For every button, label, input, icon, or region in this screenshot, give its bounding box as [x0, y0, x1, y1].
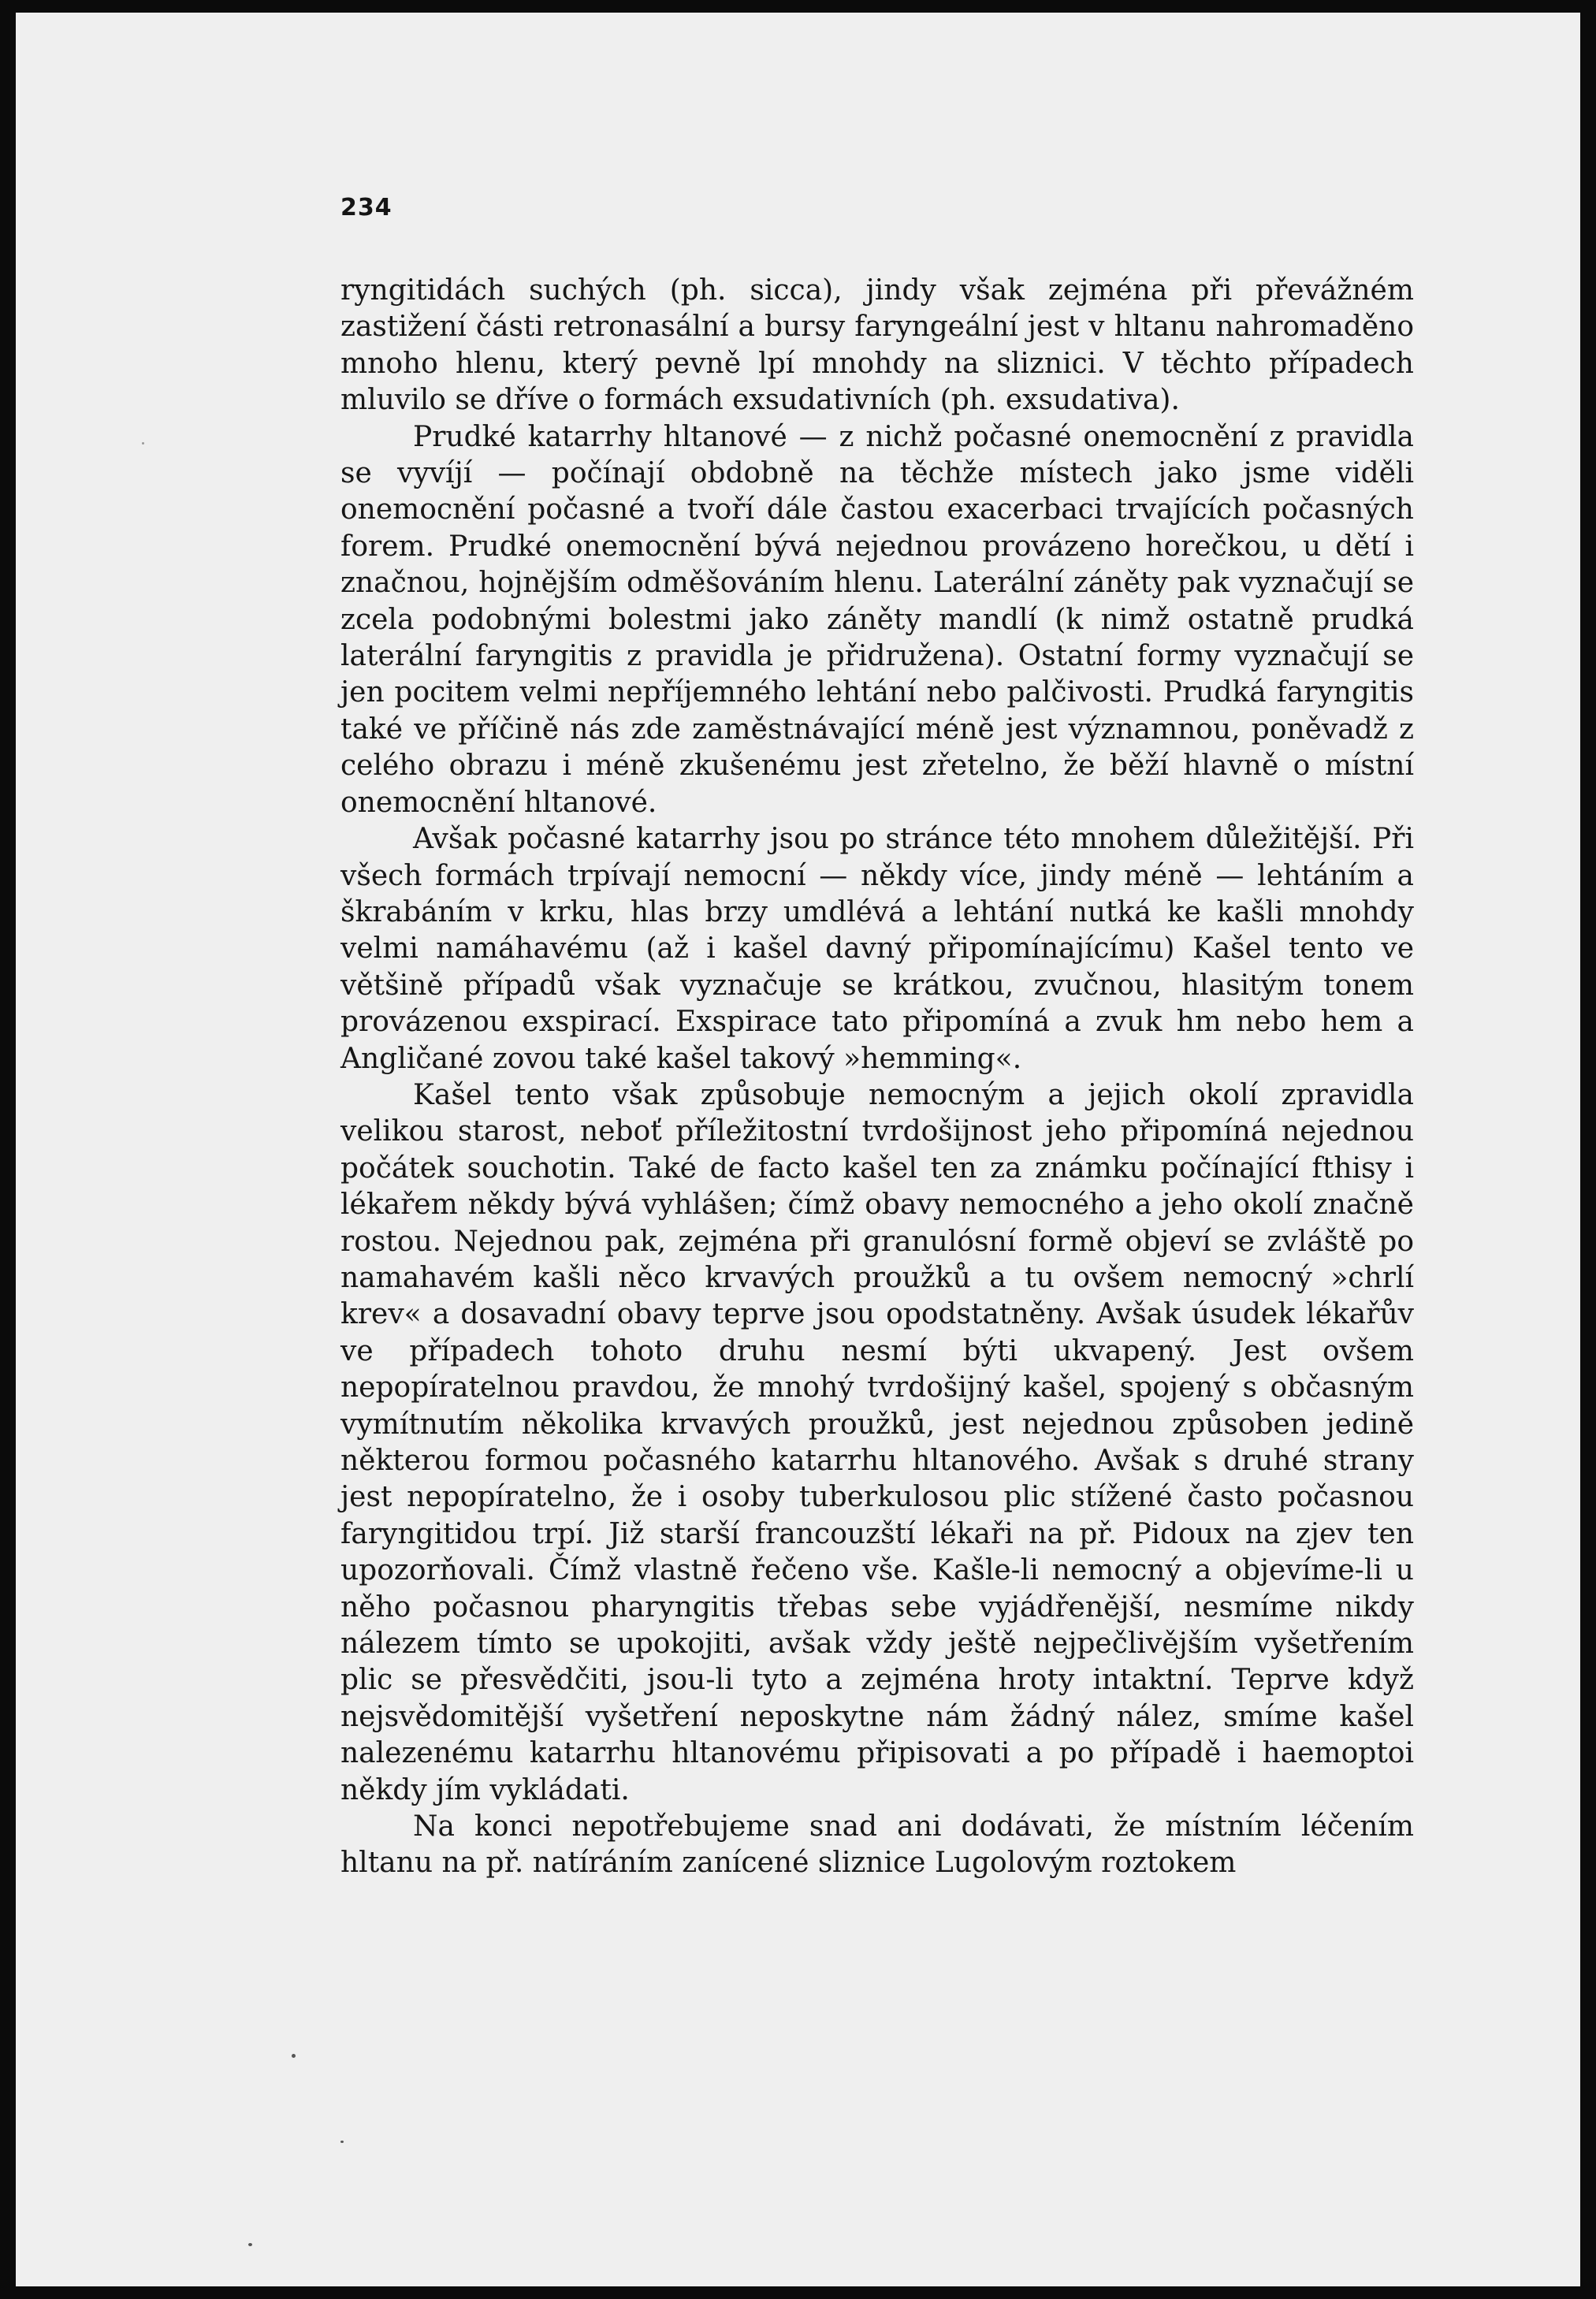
- scan-speck: [292, 2054, 296, 2058]
- paragraph-3: Avšak počasné katarrhy jsou po stránce této mnohem důležitější. Při všech formách trpívají nemocní — někdy více, jindy méně — lehtáním a škrabáním v krku, hlas brzy umdlévá a lehtání nutká ke kašli mnohdy velmi namáhavému (až i kašel davný připomínajícímu) Kašel tento ve většině případů však vyznačuje se krátkou, zvučnou, hlasitým tonem provázenou exspirací. Exspirace tato připomíná a zvuk hm nebo hem a Angličané zovou také kašel takový »hemming«.: [340, 823, 1414, 1075]
- scan-speck: [142, 442, 144, 445]
- paragraph-1: ryngitidách suchých (ph. sicca), jindy však zejména při převážném zastižení části retronasální a bursy faryngeální jest v hltanu nahromaděno mnoho hlenu, který pevně lpí mnohdy na sliznici. V těchto případech mluvilo se dříve o formách exsudativních (ph. exsudativa).: [340, 274, 1414, 417]
- book-page: [16, 13, 1580, 2286]
- paragraph-4: Kašel tento však způsobuje nemocným a jejich okolí zpravidla velikou starost, neboť příležitostní tvrdošijnost jeho připomíná nejednou počátek souchotin. Také de facto kašel ten za známku počínající fthisy i lékařem někdy bývá vyhlášen; čímž obavy nemocného a jeho okolí značně rostou. Nejednou pak, zejména při granulósní formě objeví se zvláště po namahavém kašli něco krvavých proužků a tu ovšem nemocný »chrlí krev« a dosavadní obavy teprve jsou opodstatněny. Avšak úsudek lékařův ve případech tohoto druhu nesmí býti ukvapený. Jest ovšem nepopíratelnou pravdou, že mnohý tvrdošijný kašel, spojený s občasným vymítnutím několika krvavých proužků, jest nejednou způsoben jedině některou formou počasného katarrhu hltanového. Avšak s druhé strany jest nepopíratelno, že i osoby tuberkulosou plic stížené často počasnou faryngitidou trpí. Již starší francouzští lékaři na př. Pidoux na zjev ten upozorňovali. Čímž vlastně řečeno vše. Kašle-li nemocný a objevíme-li u něho počasnou pharyngitis třebas sebe vyjádřenější, nesmíme nikdy nálezem tímto se upokojiti, avšak vždy ještě nejpečlivějším vyšetřením plic se přesvědčiti, jsou-li tyto a zejména hroty intaktní. Teprve když nejsvědomitější vyšetření neposkytne nám žádný nález, smíme kašel nalezenému katarrhu hltanovému připisovati a po případě i haemoptoi někdy jím vykládati.: [340, 1078, 1414, 1806]
- page-number: 234: [340, 194, 392, 221]
- paragraph-2: Prudké katarrhy hltanové — z nichž počasné onemocnění z pravidla se vyvíjí — počínají obdobně na těchže místech jako jsme viděli onemocnění počasné a tvoří dále častou exacerbaci trvajících počasných forem. Prudké onemocnění bývá nejednou provázeno horečkou, u dětí i značnou, hojnějším odměšováním hlenu. Laterální záněty pak vyznačují se zcela podobnými bolestmi jako záněty mandlí (k nimž ostatně prudká laterální faryngitis z pravidla je přidružena). Ostatní formy vyznačují se jen pocitem velmi nepříjemného lehtání nebo palčivosti. Prudká faryngitis také ve příčině nás zde zaměstnávající méně jest významnou, poněvadž z celého obrazu i méně zkušenému jest zřetelno, že běží hlavně o místní onemocnění hltanové.: [340, 420, 1414, 819]
- scan-speck: [248, 2243, 252, 2246]
- paragraph-5: Na konci nepotřebujeme snad ani dodávati, že místním léčením hltanu na př. natíráním zanícené sliznice Lugolovým roztokem: [340, 1810, 1414, 1880]
- scan-speck: [340, 2141, 344, 2143]
- body-text: [340, 273, 1414, 1882]
